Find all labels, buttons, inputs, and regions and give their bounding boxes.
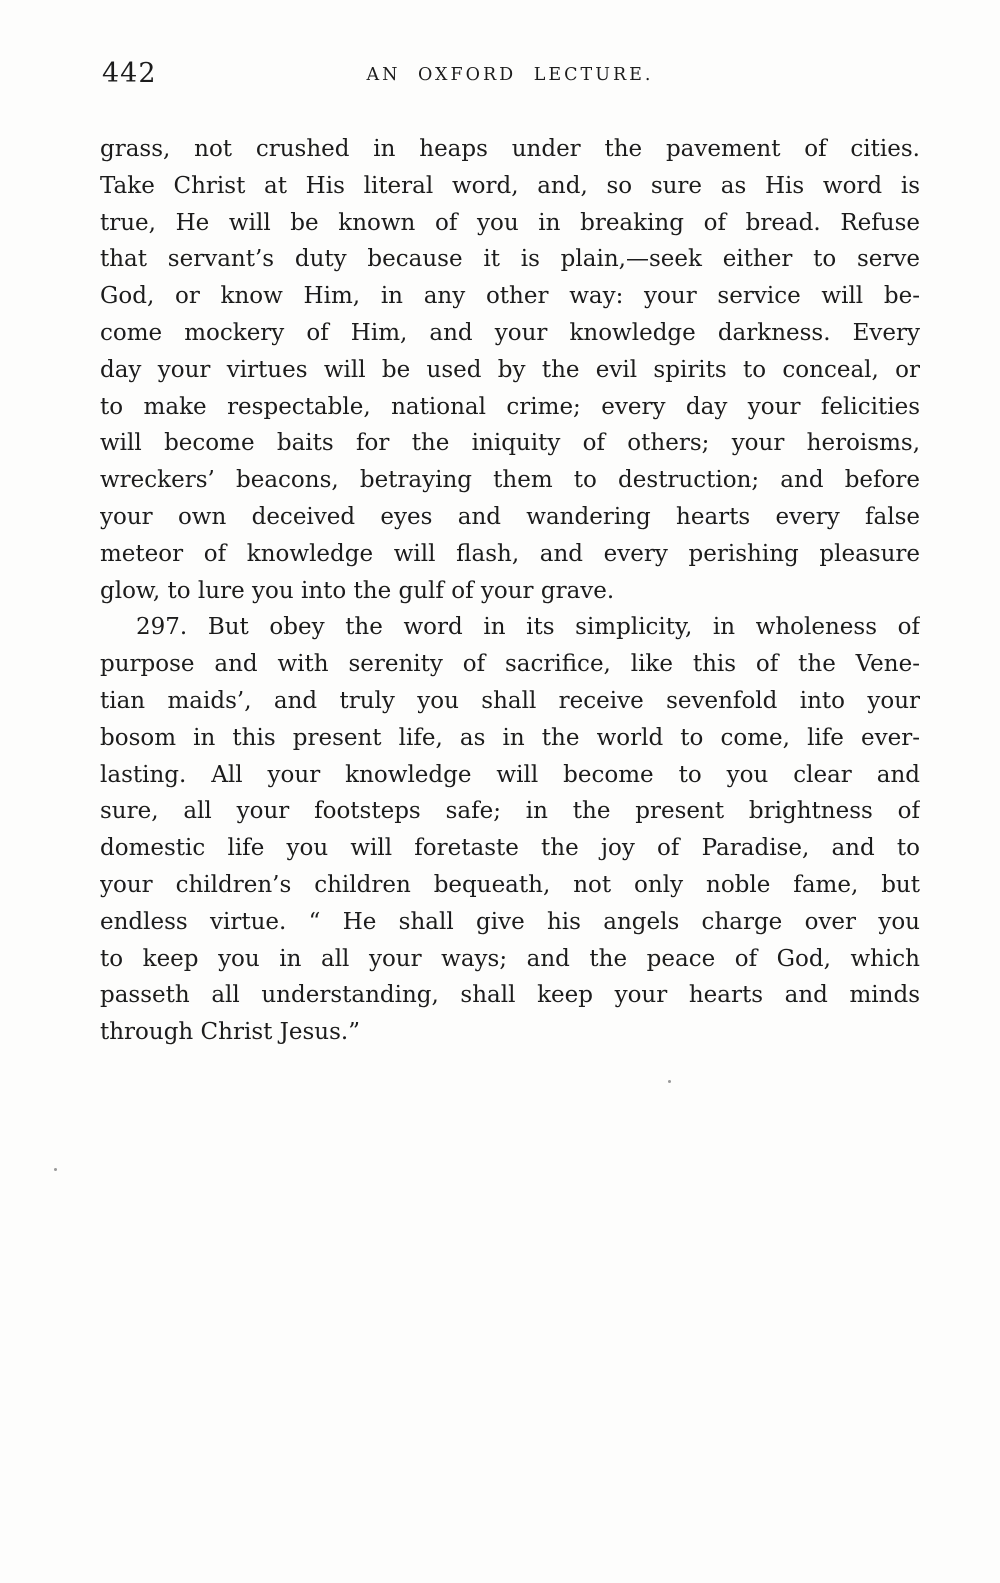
text-line: true, He will be known of you in breaking of bread. Refuse — [100, 209, 920, 236]
paragraph — [100, 609, 920, 1051]
text-line: passeth all understanding, shall keep your hearts and minds — [100, 982, 920, 1009]
text-line: to make respectable, national crime; every day your felicities — [100, 393, 920, 420]
text-line: through Christ Jesus.” — [100, 1019, 360, 1046]
text-line: come mockery of Him, and your knowledge darkness. Every — [100, 319, 920, 346]
text-line: sure, all your footsteps safe; in the present brightness of — [100, 798, 920, 825]
text-line: purpose and with serenity of sacrifice, like this of the Vene- — [100, 651, 920, 678]
paragraph — [100, 131, 920, 609]
text-line: your children’s children bequeath, not only noble fame, but — [100, 871, 920, 898]
running-title: AN OXFORD LECTURE. — [366, 65, 654, 85]
text-line: grass, not crushed in heaps under the pavement of cities. — [100, 136, 920, 162]
page-header — [100, 58, 920, 94]
text-line: wreckers’ beacons, betraying them to destruction; and before — [100, 467, 920, 494]
text-line: tian maids’, and truly you shall receive sevenfold into your — [100, 687, 920, 714]
text-line: bosom in this present life, as in the world to come, life ever- — [100, 724, 920, 751]
body-text — [100, 131, 920, 1051]
scan-speck — [668, 1080, 671, 1083]
text-line: lasting. All your knowledge will become to you clear and — [100, 761, 920, 788]
text-line: 297. But obey the word in its simplicity, in wholeness of — [136, 614, 920, 641]
scan-speck — [54, 1168, 57, 1171]
text-line: your own deceived eyes and wandering hearts every false — [100, 503, 920, 530]
text-line: Take Christ at His literal word, and, so sure as His word is — [100, 172, 920, 199]
text-line: endless virtue. “ He shall give his angels charge over you — [100, 908, 920, 935]
text-line: to keep you in all your ways; and the peace of God, which — [100, 945, 920, 972]
text-line: day your virtues will be used by the evil spirits to conceal, or — [100, 356, 920, 383]
text-line: God, or know Him, in any other way: your service will be- — [100, 283, 920, 310]
text-line: will become baits for the iniquity of others; your heroisms, — [100, 430, 920, 457]
text-line: that servant’s duty because it is plain,—seek either to serve — [100, 246, 920, 273]
text-line: domestic life you will foretaste the joy of Paradise, and to — [100, 835, 920, 862]
text-line: glow, to lure you into the gulf of your grave. — [100, 577, 615, 604]
page-number: 442 — [102, 58, 157, 89]
text-line: meteor of knowledge will flash, and every perishing pleasure — [100, 540, 920, 567]
